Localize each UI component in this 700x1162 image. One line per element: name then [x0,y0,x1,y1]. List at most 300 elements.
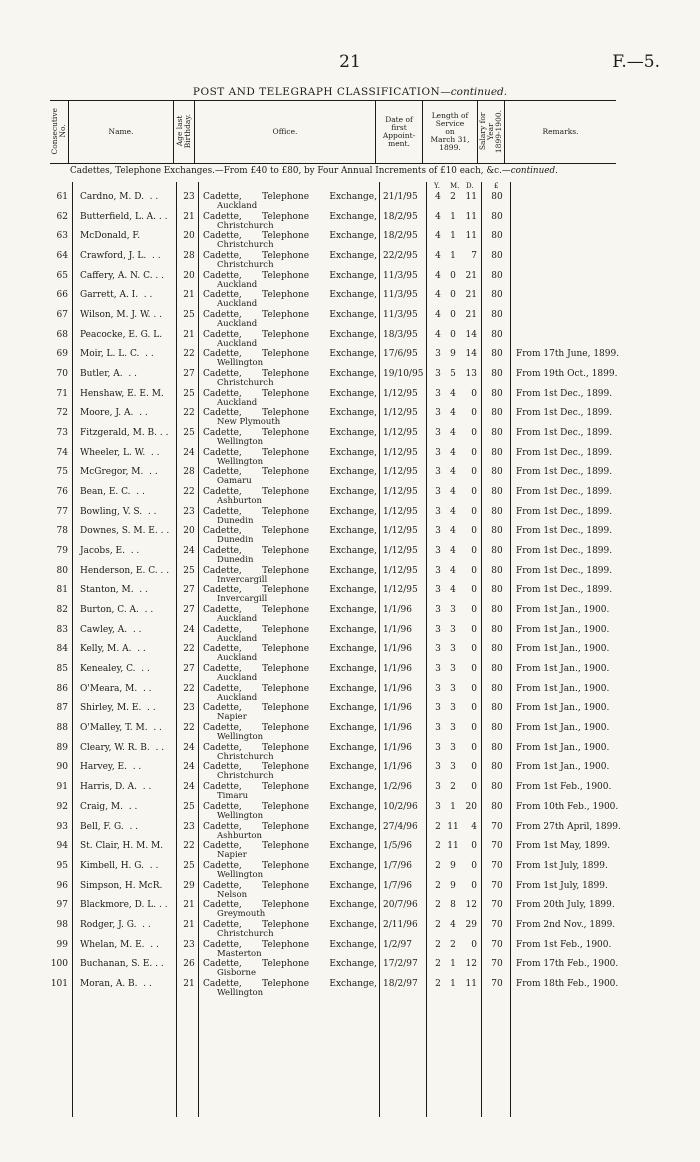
row-age: 22 [183,349,195,360]
row-service-days: 29 [465,919,477,930]
row-office-word: Exchange, [329,329,377,340]
row-office-word: Telephone [262,546,310,557]
row-office-word: Exchange, [329,270,377,281]
row-date-appointment: 1/1/96 [383,624,412,635]
row-date-appointment: 1/5/96 [383,841,412,852]
header-name: Name. [69,101,174,164]
row-remarks: From 1st Dec., 1899. [516,487,613,498]
row-salary: 80 [491,369,503,380]
row-name [80,841,163,851]
row-name [80,684,152,694]
row-office-word: Telephone [262,939,310,950]
row-service-days: 21 [465,290,477,301]
row-name [80,959,164,969]
row-name [80,448,160,458]
header-age: Age last Birthday. [174,101,195,164]
row-service-days: 11 [465,231,477,242]
row-service-days: 0 [471,703,477,714]
row-service-years: 3 [435,565,441,576]
row-service-days: 0 [471,526,477,537]
row-office-place: Auckland [217,692,258,703]
row-name-text: Cardno, M. D. [80,192,144,202]
row-salary: 80 [491,270,503,281]
row-remarks: From 1st Jan., 1900. [516,683,610,694]
row-office-word: Exchange, [329,447,377,458]
row-remarks: From 1st Dec., 1899. [516,467,613,478]
row-name [80,566,169,576]
row-service-years: 2 [435,919,441,930]
row-name-text: Shirley, M. E. [80,703,142,714]
row-office-place: Auckland [217,279,258,290]
row-age: 27 [183,369,195,380]
row-office-word: Cadette, [203,251,242,262]
row-date-appointment: 1/12/95 [383,467,418,478]
row-office-word: Telephone [262,329,310,340]
row-name-leader: . . [137,978,152,989]
row-service-days: 0 [471,723,477,734]
row-office-word: Exchange, [329,762,377,773]
row-remarks: From 1st Dec., 1899. [516,565,613,576]
header-consecutive-no: Consecutive No. [50,101,69,164]
row-number: 89 [56,742,68,753]
table-row [0,525,700,545]
row-office-word: Exchange, [329,860,377,871]
row-office-place: Dunedin [217,535,254,546]
row-office-word: Exchange, [329,428,377,439]
row-number: 98 [56,919,68,930]
row-name-text: Moir, L. L. C. [80,349,140,360]
row-service-days: 12 [465,900,477,911]
table-row [0,230,700,250]
row-office-place: Dunedin [217,515,254,526]
row-office-word: Cadette, [203,900,242,911]
row-service-years: 3 [435,487,441,498]
row-salary: 80 [491,467,503,478]
row-name-text: Stanton, M. [80,585,134,596]
row-date-appointment: 1/1/96 [383,664,412,675]
row-date-appointment: 1/1/96 [383,723,412,734]
row-office-word: Exchange, [329,821,377,832]
row-name-leader: . . [123,821,139,832]
row-office-word: Exchange, [329,605,377,616]
row-date-appointment: 21/1/95 [383,192,418,202]
row-remarks: From 1st Jan., 1900. [516,742,610,753]
row-age: 24 [183,762,195,773]
row-name-leader: . . [150,310,162,321]
row-office-word: Exchange, [329,565,377,576]
row-age: 27 [183,605,195,616]
row-office-word: Telephone [262,349,310,360]
row-remarks: From 18th Feb., 1900. [516,978,619,989]
row-service-years: 3 [435,782,441,793]
row-office-word: Telephone [262,978,310,989]
row-service-days: 0 [471,506,477,517]
row-number: 76 [56,487,68,498]
row-name [80,979,152,989]
row-service-years: 3 [435,742,441,753]
row-name [80,723,162,733]
row-date-appointment: 11/3/95 [383,270,418,281]
row-name-leader: . . [133,585,148,596]
row-office-word: Exchange, [329,369,377,380]
row-office-word: Exchange, [329,919,377,930]
row-service-years: 4 [435,251,441,262]
table-body [0,191,700,998]
row-office-word: Telephone [262,192,310,202]
row-service-days: 0 [471,487,477,498]
row-name [80,782,151,792]
row-service-years: 4 [435,310,441,321]
row-service-months: 2 [450,782,456,793]
row-office-word: Cadette, [203,428,242,439]
row-number: 100 [50,959,68,970]
row-service-months: 8 [450,900,456,911]
row-salary: 80 [491,782,503,793]
row-office-word: Exchange, [329,211,377,222]
row-remarks: From 10th Feb., 1900. [516,801,619,812]
row-service-months: 9 [450,349,456,360]
row-salary: 80 [491,624,503,635]
table-row [0,939,700,959]
table-row [0,565,700,585]
table-row [0,309,700,329]
row-name-leader: . . [147,723,162,734]
row-office-word: Cadette, [203,801,242,812]
row-service-months: 11 [447,821,459,832]
row-salary: 80 [491,546,503,557]
row-name [80,369,137,379]
row-number: 77 [56,506,68,517]
row-salary: 70 [491,919,503,930]
row-office-word: Cadette, [203,959,242,970]
row-service-months: 1 [450,801,456,812]
row-date-appointment: 17/6/95 [383,349,418,360]
row-salary: 80 [491,211,503,222]
row-office-place: Wellington [217,869,264,880]
row-date-appointment: 1/12/95 [383,428,418,439]
row-number: 83 [56,624,68,635]
row-number: 63 [56,231,68,242]
table-row [0,742,700,762]
row-number: 66 [56,290,68,301]
row-date-appointment: 1/1/96 [383,703,412,714]
row-service-months: 4 [450,408,456,419]
row-date-appointment: 1/1/96 [383,683,412,694]
row-number: 68 [56,329,68,340]
row-office-word: Cadette, [203,565,242,576]
row-office-place: Dunedin [217,555,254,566]
row-number: 81 [56,585,68,596]
row-service-days: 0 [471,880,477,891]
row-service-days: 0 [471,388,477,399]
row-number: 80 [56,565,68,576]
row-service-months: 4 [450,447,456,458]
row-salary: 80 [491,703,503,714]
row-name-leader: . . [123,801,138,812]
row-date-appointment: 1/1/96 [383,762,412,773]
row-office-word: Cadette, [203,919,242,930]
row-number: 65 [56,270,68,281]
row-service-years: 3 [435,526,441,537]
row-office-place: New Plymouth [217,417,281,428]
table-row [0,643,700,663]
table-row [0,388,700,408]
row-service-months: 2 [450,939,456,950]
row-office-place: Auckland [217,633,258,644]
row-name-text: Moore, J. A. [80,408,134,419]
row-salary: 80 [491,506,503,517]
row-service-days: 0 [471,742,477,753]
row-name [80,743,164,753]
row-office-word: Cadette, [203,211,242,222]
row-office-place: Auckland [217,338,258,349]
row-office-place: Auckland [217,614,258,625]
row-office-word: Telephone [262,428,310,439]
row-office-word: Cadette, [203,290,242,301]
table-row [0,506,700,526]
row-office-word: Exchange, [329,506,377,517]
row-name [80,546,139,556]
row-service-days: 11 [465,978,477,989]
row-office-word: Cadette, [203,880,242,891]
row-service-years: 4 [435,290,441,301]
row-service-days: 0 [471,624,477,635]
row-remarks: From 1st Jan., 1900. [516,664,610,675]
running-title [0,86,700,98]
row-service-days: 7 [471,251,477,262]
row-office-place: Christchurch [217,240,274,251]
row-name [80,349,154,359]
row-age: 23 [183,703,195,714]
row-service-days: 0 [471,683,477,694]
row-office-word: Exchange, [329,526,377,537]
row-date-appointment: 1/12/95 [383,487,418,498]
row-service-years: 2 [435,841,441,852]
row-number: 88 [56,723,68,734]
row-name-text: McDonald, F. [80,231,141,242]
row-remarks: From 1st Jan., 1900. [516,762,610,773]
unit-pound: £ [494,182,499,190]
row-office-place: Christchurch [217,378,274,389]
row-service-days: 14 [465,329,477,340]
row-date-appointment: 18/3/95 [383,329,418,340]
row-service-years: 4 [435,329,441,340]
row-service-years: 3 [435,644,441,655]
row-name-text: Kimbell, H. G. [80,860,145,871]
row-name [80,487,145,497]
row-office-word: Exchange, [329,841,377,852]
row-date-appointment: 18/2/95 [383,211,418,222]
row-remarks: From 1st Feb., 1900. [516,782,612,793]
table-row [0,683,700,703]
row-service-months: 1 [450,959,456,970]
row-date-appointment: 1/12/95 [383,506,418,517]
row-number: 72 [56,408,68,419]
row-salary: 70 [491,821,503,832]
row-service-months: 1 [450,251,456,262]
table-row [0,781,700,801]
row-name-leader: . . [135,664,150,675]
row-name-text: Craig, M. [80,801,123,812]
row-office-word: Cadette, [203,408,242,419]
row-office-word: Telephone [262,605,310,616]
row-date-appointment: 11/3/95 [383,310,418,321]
unit-months: M. [450,182,460,190]
row-service-days: 0 [471,467,477,478]
row-office-place: Christchurch [217,220,274,231]
row-name-leader: . . [137,683,152,694]
row-office-place: Christchurch [217,751,274,762]
row-office-word: Telephone [262,644,310,655]
row-name-leader: . . [136,919,151,930]
row-name [80,920,151,930]
row-name [80,192,158,202]
row-office-word: Exchange, [329,408,377,419]
row-office-word: Telephone [262,388,310,399]
row-name-leader: . . [149,742,165,753]
row-office-word: Telephone [262,211,310,222]
row-office-place: Auckland [217,653,258,664]
row-office-word: Cadette, [203,310,242,321]
row-office-word: Telephone [262,408,310,419]
row-number: 91 [56,782,68,793]
row-service-years: 3 [435,585,441,596]
row-service-months: 3 [450,703,456,714]
page-number: 21 [339,52,361,72]
row-service-days: 0 [471,664,477,675]
row-age: 22 [183,683,195,694]
row-age: 20 [183,526,195,537]
row-office-word: Exchange, [329,703,377,714]
row-office-word: Exchange, [329,782,377,793]
row-name [80,585,148,595]
row-number: 69 [56,349,68,360]
row-salary: 80 [491,447,503,458]
row-date-appointment: 1/12/95 [383,408,418,419]
row-name-text: Fitzgerald, M. B. [80,428,158,439]
row-service-years: 3 [435,624,441,635]
row-name-leader: . . [157,565,170,576]
row-name-text: Buchanan, S. E. [80,959,153,970]
row-office-word: Telephone [262,310,310,321]
row-office-place: Timaru [217,791,249,802]
table-row [0,368,700,388]
row-age: 25 [183,388,195,399]
row-office-word: Exchange, [329,467,377,478]
row-service-months: 4 [450,388,456,399]
row-number: 92 [56,801,68,812]
row-date-appointment: 10/2/96 [383,801,418,812]
row-salary: 80 [491,664,503,675]
row-office-place: Wellington [217,456,264,467]
row-office-word: Cadette, [203,447,242,458]
table-row [0,486,700,506]
row-service-months: 3 [450,605,456,616]
row-office-word: Telephone [262,664,310,675]
row-remarks: From 27th April, 1899. [516,821,621,832]
row-name [80,251,161,261]
row-name-leader: . . [143,192,159,202]
row-service-days: 14 [465,349,477,360]
row-number: 79 [56,546,68,557]
table-row [0,840,700,860]
table-header [50,100,616,164]
header-date-appointment: Date of first Appoint- ment. [376,101,423,164]
row-name [80,940,159,950]
row-service-months: 4 [450,506,456,517]
row-number: 67 [56,310,68,321]
row-salary: 70 [491,880,503,891]
row-name-text: Kelly, M. A. [80,644,132,655]
table-row [0,722,700,742]
row-service-years: 4 [435,231,441,242]
row-office-place: Masterton [217,948,262,959]
row-service-years: 4 [435,211,441,222]
row-name [80,861,158,871]
row-name [80,271,164,281]
row-name [80,605,153,615]
row-office-word: Cadette, [203,723,242,734]
row-name-text: Butterfield, L. A. [80,211,157,222]
row-number: 86 [56,683,68,694]
row-office-place: Christchurch [217,928,274,939]
row-date-appointment: 19/10/95 [383,369,424,380]
row-age: 22 [183,723,195,734]
table-row [0,407,700,427]
row-salary: 80 [491,192,503,202]
row-remarks: From 1st Jan., 1900. [516,624,610,635]
row-service-months: 3 [450,624,456,635]
row-name-text: Burton, C. A. [80,605,139,616]
row-service-days: 12 [465,959,477,970]
row-office-word: Telephone [262,624,310,635]
row-date-appointment: 17/2/97 [383,959,418,970]
row-remarks: From 2nd Nov., 1899. [516,919,616,930]
row-remarks: From 20th July, 1899. [516,900,615,911]
row-age: 28 [183,251,195,262]
row-date-appointment: 20/7/96 [383,900,418,911]
table-row [0,860,700,880]
row-name-leader: . . [131,644,146,655]
table-row [0,663,700,683]
row-remarks: From 1st Jan., 1900. [516,723,610,734]
row-office-word: Telephone [262,487,310,498]
row-office-word: Cadette, [203,939,242,950]
row-service-days: 11 [465,192,477,202]
row-service-years: 3 [435,349,441,360]
row-office-word: Exchange, [329,624,377,635]
row-service-days: 13 [465,369,477,380]
row-date-appointment: 1/1/96 [383,644,412,655]
section-heading [70,166,558,176]
row-age: 24 [183,782,195,793]
row-number: 99 [56,939,68,950]
row-name [80,625,141,635]
row-name-text: Harvey, E. [80,762,127,773]
row-service-months: 5 [450,369,456,380]
row-office-word: Telephone [262,526,310,537]
row-remarks: From 17th Feb., 1900. [516,959,619,970]
header-length-of-service: Length of Service on March 31, 1899. [423,101,478,164]
row-age: 26 [183,959,195,970]
row-office-word: Cadette, [203,782,242,793]
row-number: 82 [56,605,68,616]
row-name-leader: . . [157,526,170,537]
row-name [80,526,169,536]
row-office-word: Telephone [262,506,310,517]
row-office-word: Cadette, [203,506,242,517]
row-name-leader: . . [139,349,154,360]
